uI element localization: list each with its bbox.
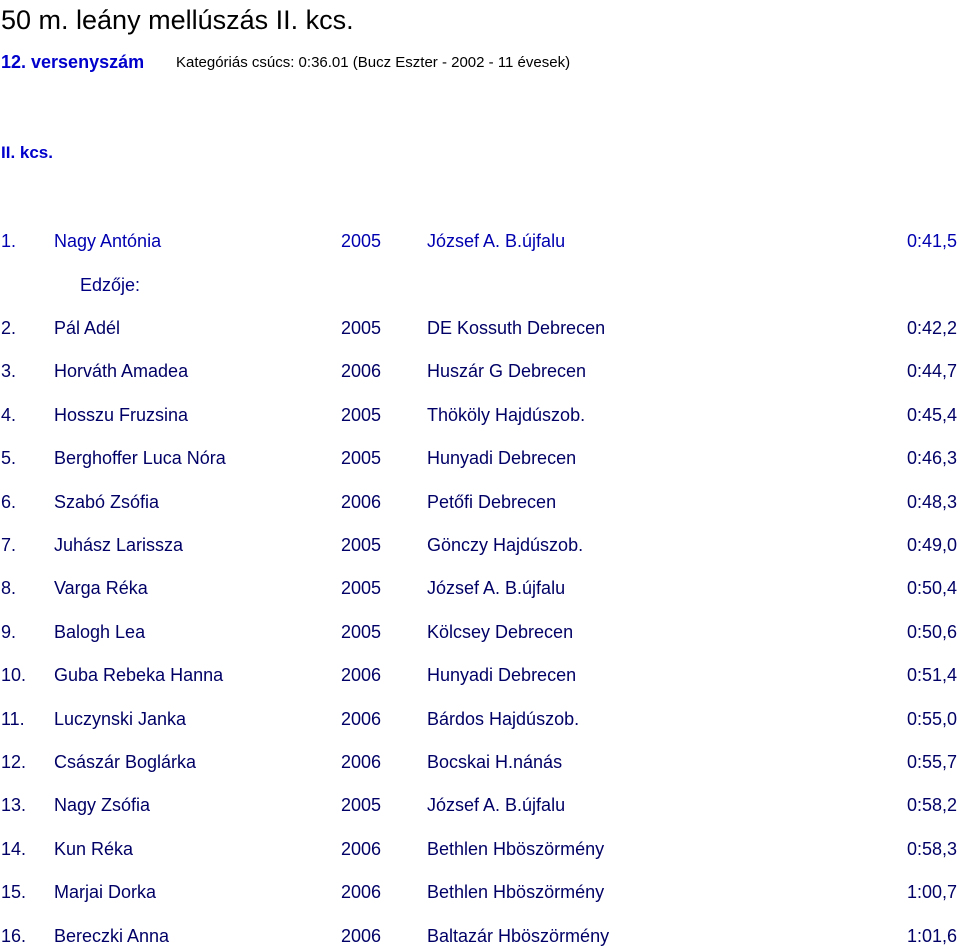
result-year: 2005 [341, 795, 382, 816]
result-place: 9. [1, 621, 17, 642]
result-name: Nagy Zsófia [54, 795, 151, 816]
result-place: 15. [1, 882, 27, 903]
result-time: 1:01,6 [906, 925, 957, 946]
result-row [0, 402, 960, 428]
result-place: 8. [1, 578, 17, 599]
result-row [0, 575, 960, 601]
result-name: Luczynski Janka [54, 708, 187, 729]
result-club: József A. B.újfalu [427, 231, 566, 251]
result-time: 1:00,7 [906, 882, 957, 903]
result-time: 0:55,0 [906, 708, 957, 729]
result-time: 0:50,6 [906, 621, 957, 642]
result-year: 2006 [341, 491, 382, 512]
result-time: 0:51,4 [906, 665, 957, 686]
result-row [0, 923, 960, 949]
result-club: Hunyadi Debrecen [427, 448, 577, 469]
result-club: Bethlen Hböszörmény [427, 882, 605, 903]
result-row [0, 879, 960, 905]
result-year: 2005 [341, 231, 382, 251]
result-time: 0:58,3 [906, 838, 957, 859]
result-club: Petőfi Debrecen [427, 491, 557, 512]
result-year: 2005 [341, 404, 382, 425]
result-place: 6. [1, 491, 17, 512]
result-name: Balogh Lea [54, 621, 146, 642]
result-row [0, 445, 960, 471]
result-row [0, 662, 960, 688]
result-year: 2006 [341, 925, 382, 946]
result-name: Pál Adél [54, 318, 121, 338]
result-time: 0:41,5 [906, 231, 957, 251]
result-year: 2005 [341, 578, 382, 599]
result-club: József A. B.újfalu [427, 795, 566, 816]
result-year: 2006 [341, 752, 382, 772]
result-name: Hosszu Fruzsina [54, 404, 189, 425]
result-row [0, 358, 960, 384]
result-year: 2006 [341, 361, 382, 382]
coach-label: Edzője: [80, 275, 141, 295]
result-time: 0:46,3 [906, 448, 957, 469]
result-name: Nagy Antónia [54, 231, 162, 251]
result-year: 2005 [341, 448, 382, 469]
result-place: 5. [1, 448, 17, 469]
result-name: Berghoffer Luca Nóra [54, 448, 226, 469]
result-place: 2. [1, 318, 17, 338]
result-name: Guba Rebeka Hanna [54, 665, 224, 686]
result-row [0, 836, 960, 862]
result-place: 13. [1, 795, 27, 816]
result-time: 0:44,7 [906, 361, 957, 382]
result-row [0, 315, 960, 341]
result-year: 2005 [341, 318, 382, 338]
result-row [0, 532, 960, 558]
result-row [0, 489, 960, 515]
category-record: Kategóriás csúcs: 0:36.01 (Bucz Eszter - 2002 - 11 évesek) [176, 54, 571, 71]
event-number: 12. versenyszám [1, 52, 145, 72]
result-club: DE Kossuth Debrecen [427, 318, 606, 338]
result-club: Baltazár Hböszörmény [427, 925, 610, 946]
result-place: 10. [1, 665, 27, 686]
page-title: 50 m. leány mellúszás II. kcs. [1, 5, 354, 35]
result-time: 0:48,3 [906, 491, 957, 512]
result-name: Marjai Dorka [54, 882, 157, 903]
result-name: Bereczki Anna [54, 925, 170, 946]
result-club: Thököly Hajdúszob. [427, 404, 586, 425]
result-row [0, 619, 960, 645]
result-row [0, 228, 960, 254]
result-time: 0:50,4 [906, 578, 957, 599]
result-place: 12. [1, 752, 27, 772]
result-year: 2006 [341, 838, 382, 859]
result-time: 0:58,2 [906, 795, 957, 816]
result-place: 3. [1, 361, 17, 382]
category-heading: II. kcs. [1, 143, 53, 162]
result-club: Bárdos Hajdúszob. [427, 708, 580, 729]
event-header [1, 52, 571, 76]
result-name: Juhász Larissza [54, 535, 184, 555]
result-club: Bethlen Hböszörmény [427, 838, 605, 859]
result-year: 2005 [341, 535, 382, 555]
result-club: Bocskai H.nánás [427, 752, 563, 772]
result-club: József A. B.újfalu [427, 578, 566, 599]
result-year: 2005 [341, 621, 382, 642]
result-place: 1. [1, 231, 17, 251]
result-time: 0:55,7 [906, 752, 957, 772]
result-year: 2006 [341, 708, 382, 729]
result-name: Császár Boglárka [54, 752, 197, 772]
result-name: Kun Réka [54, 838, 134, 859]
result-place: 4. [1, 404, 17, 425]
result-time: 0:42,2 [906, 318, 957, 338]
result-place: 11. [1, 708, 25, 729]
result-row [0, 706, 960, 732]
result-place: 14. [1, 838, 27, 859]
result-time: 0:45,4 [906, 404, 957, 425]
result-name: Varga Réka [54, 578, 148, 599]
result-club: Huszár G Debrecen [427, 361, 587, 382]
result-year: 2006 [341, 882, 382, 903]
result-year: 2006 [341, 665, 382, 686]
result-club: Hunyadi Debrecen [427, 665, 577, 686]
result-row [0, 792, 960, 818]
result-place: 16. [1, 925, 27, 946]
result-club: Gönczy Hajdúszob. [427, 535, 584, 555]
result-club: Kölcsey Debrecen [427, 621, 574, 642]
result-time: 0:49,0 [906, 535, 957, 555]
result-name: Horváth Amadea [54, 361, 189, 382]
result-row [0, 749, 960, 775]
result-name: Szabó Zsófia [54, 491, 160, 512]
result-place: 7. [1, 535, 17, 555]
